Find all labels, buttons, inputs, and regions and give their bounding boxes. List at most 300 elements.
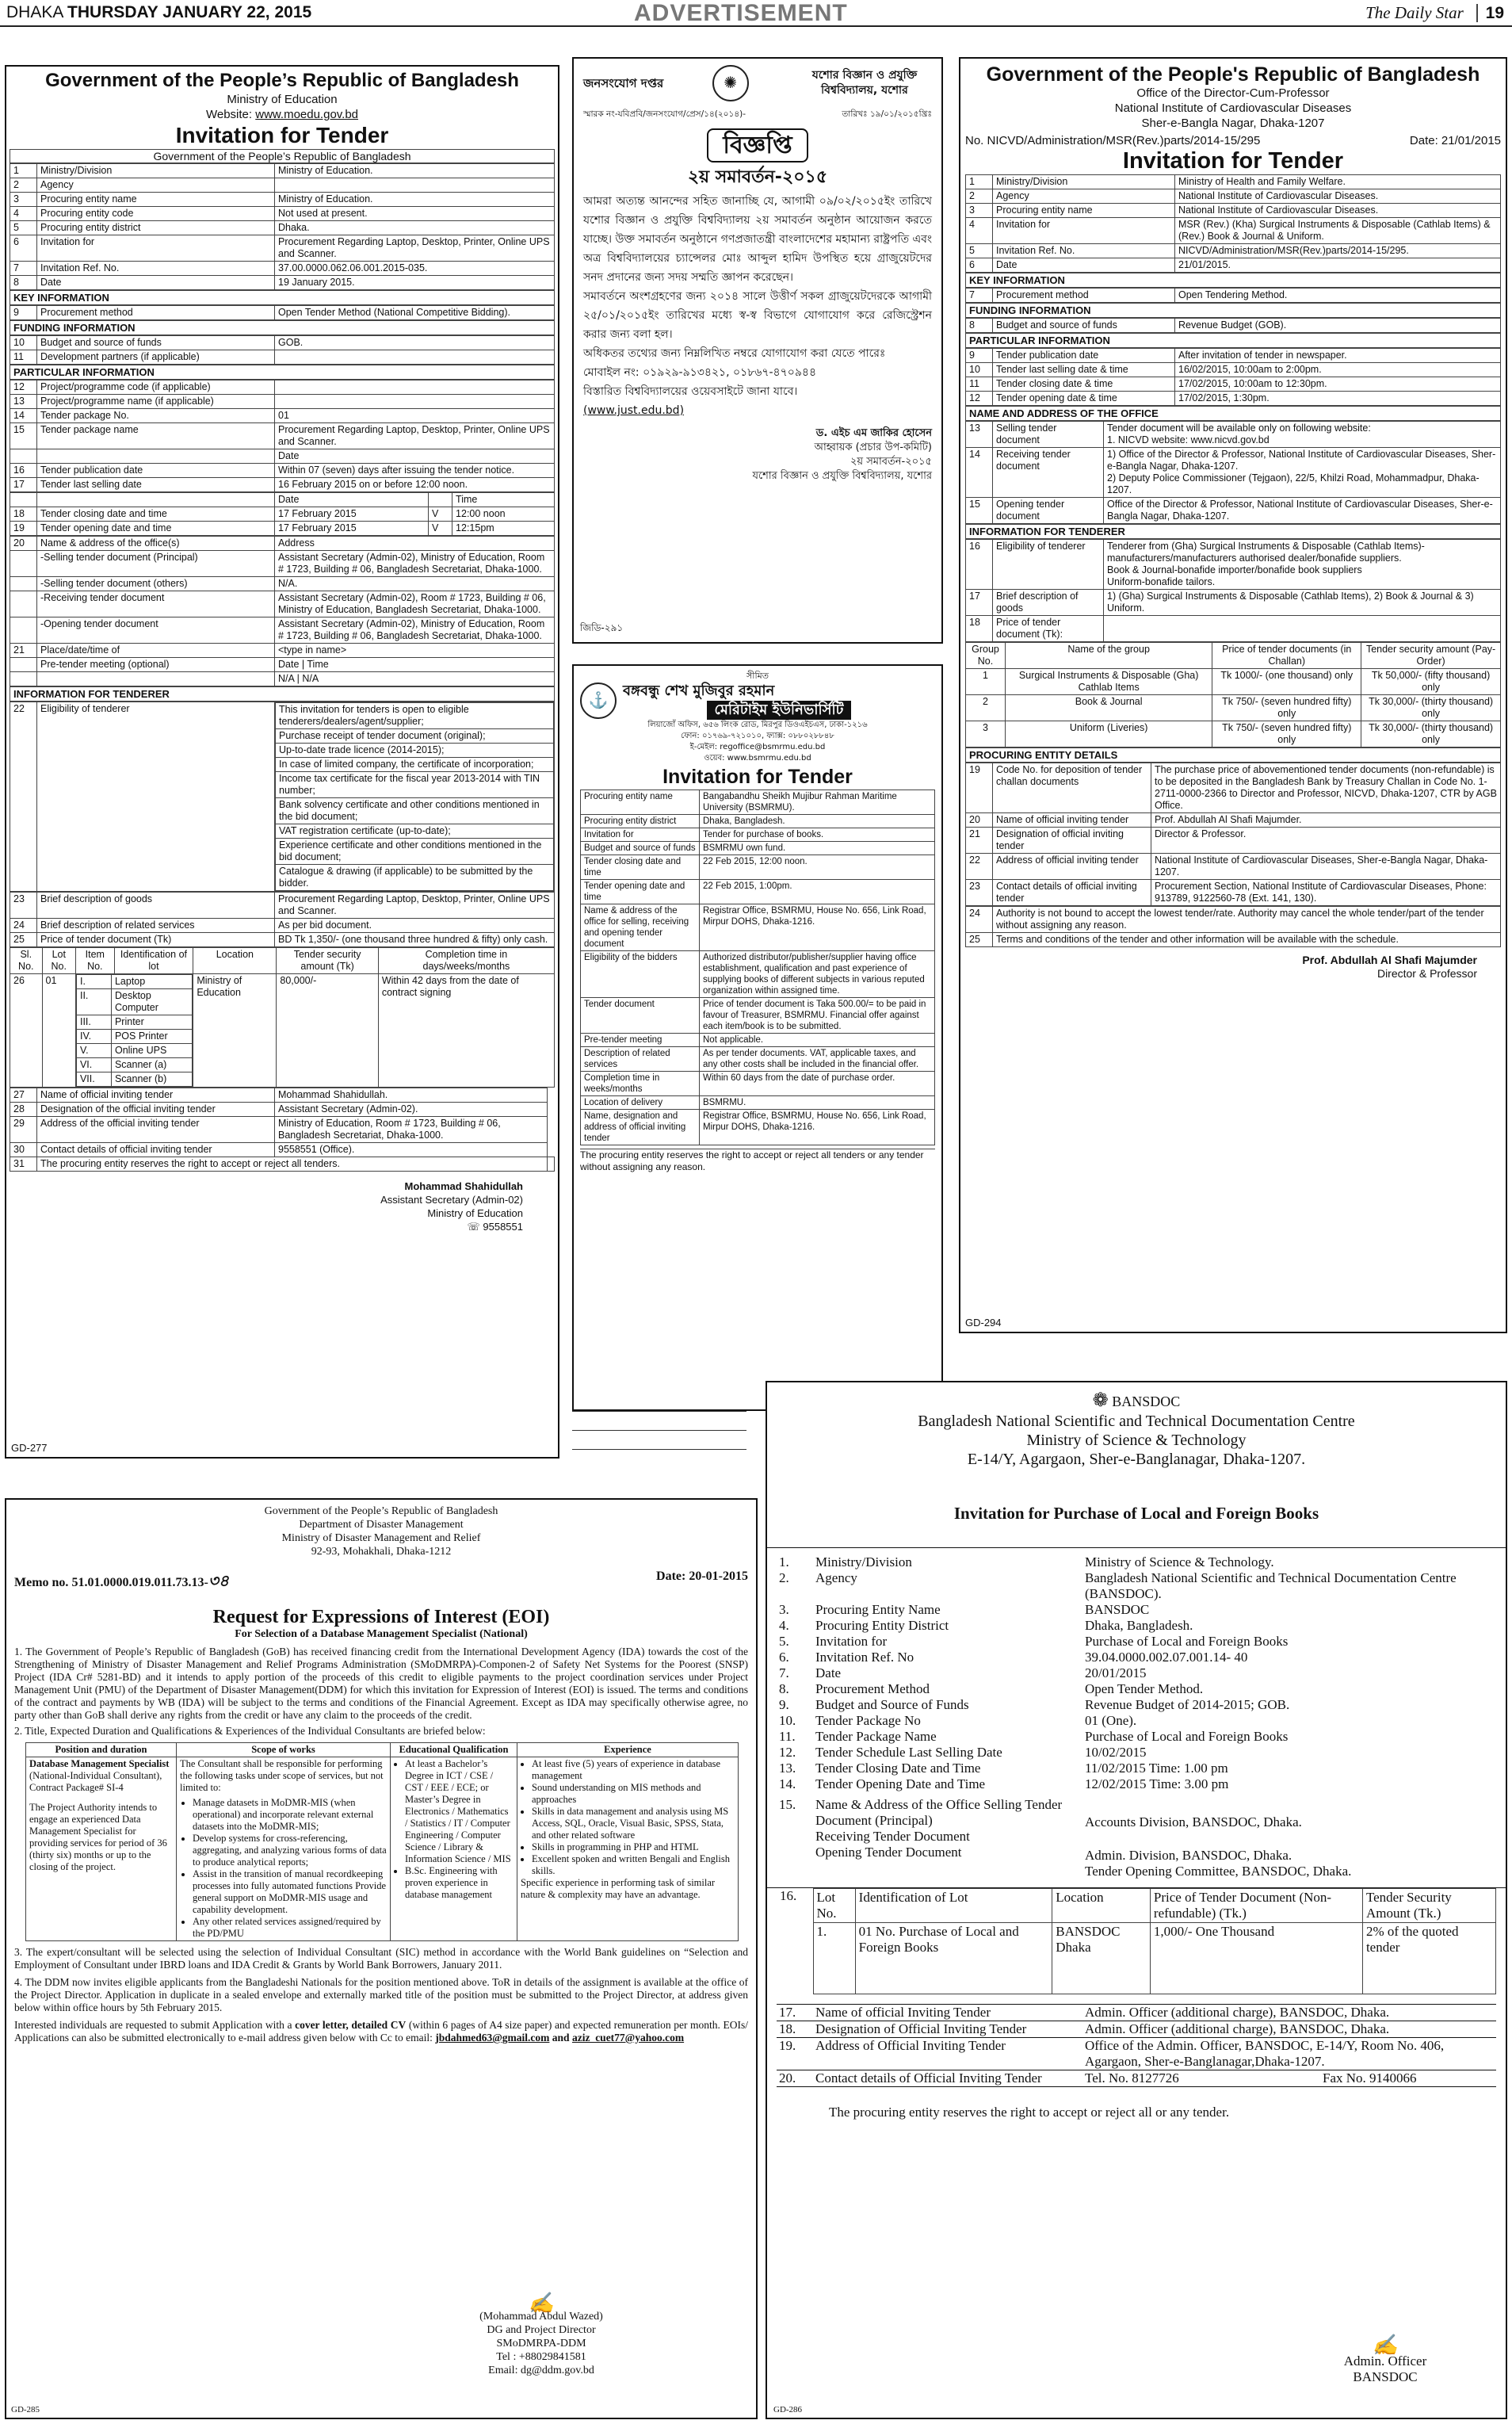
table-row: 24 Authority is not bound to accept the lowest tender/rate. Authority may cancel the whole tender/part of the tender without assigning any reason. bbox=[966, 907, 1501, 933]
table-row bbox=[581, 1034, 935, 1047]
table-cell: 3 bbox=[966, 721, 1006, 747]
table-row bbox=[966, 289, 1501, 303]
table-cell: NICVD/Administration/MSR(Rev.)parts/2014-15/295. bbox=[1175, 244, 1501, 258]
eoi-email-2[interactable]: aziz_cuet77@yahoo.com bbox=[571, 2032, 685, 2044]
column-header: Item No. bbox=[75, 948, 114, 974]
list-item: • Any other related services assigned/required by the PD/PMU bbox=[193, 1916, 387, 1940]
table-cell: Tender document will be available only on following website: 1. NICVD website: www.nicvd.gov.bd bbox=[1104, 422, 1501, 448]
table-cell: Office of the Admin. Officer, BANSDOC, E-14/Y, Room No. 406, Agargaon, Sher-e-Banglanagar,Dhaka-1207. bbox=[1082, 2038, 1496, 2070]
nicvd-table-3 bbox=[965, 318, 1501, 333]
just-code: জিডি-২৯১ bbox=[580, 622, 624, 633]
nicvd-table-7 bbox=[965, 763, 1501, 906]
table-cell: 9 bbox=[966, 349, 993, 363]
table-cell: Procurement Regarding Laptop, Desktop, Printer, Online UPS and Scanner. bbox=[275, 893, 555, 919]
column-header: Tender Security Amount (Tk.) bbox=[1362, 1889, 1495, 1923]
table-cell: 1. bbox=[813, 1923, 855, 1994]
eligibility-item: Experience certificate and other conditions mentioned in the bid document; bbox=[276, 839, 554, 865]
just-sign-role: আহ্বায়ক (প্রচার উপ-কমিটি) bbox=[814, 442, 932, 453]
table-cell: 7 bbox=[10, 262, 37, 276]
moedu-code: GD-277 bbox=[11, 1442, 48, 1454]
table-cell: Revenue Budget (GOB). bbox=[1175, 319, 1501, 333]
field-value: Not applicable. bbox=[700, 1034, 935, 1047]
table-cell bbox=[548, 1157, 555, 1172]
table-row bbox=[581, 1047, 935, 1072]
table-row bbox=[966, 880, 1501, 906]
table-cell: Tender publication date bbox=[37, 464, 275, 478]
table-row bbox=[777, 1554, 1496, 1570]
table-cell: Assistant Secretary (Admin-02), Ministry of Education, Room # 1723, Building # 06, Bangladesh Secretariat, Dhaka-1000. bbox=[275, 551, 555, 577]
eoi-gov: Government of the People’s Republic of Bangladesh bbox=[264, 1505, 498, 1517]
moedu-subhead: Government of the People’s Republic of Bangladesh bbox=[10, 149, 555, 163]
table-cell: Invitation Ref. No. bbox=[37, 262, 275, 276]
nicvd-row-25: Terms and conditions of the tender and other information will be available with the schedule. bbox=[993, 933, 1501, 947]
field-value: Bangabandhu Sheikh Mujibur Rahman Maritime University (BSMRMU). bbox=[700, 790, 935, 815]
table-cell: 4 bbox=[10, 207, 37, 221]
table-cell: 12:15pm bbox=[452, 522, 555, 536]
masthead-section: ADVERTISEMENT bbox=[634, 0, 848, 26]
bansdoc-signature bbox=[1314, 2334, 1457, 2385]
table-cell: Admin. Officer (additional charge), BANSDOC, Dhaka. bbox=[1082, 2005, 1496, 2021]
bsmrmu-email[interactable]: ই-মেইল: regoffice@bsmrmu.edu.bd bbox=[689, 743, 826, 751]
bansdoc-notice bbox=[766, 1381, 1507, 2419]
table-row bbox=[10, 1103, 555, 1117]
table-cell: 1) (Gha) Surgical Instruments & Disposable (Cathlab Items), 2) Book & Journal & 3) Uniform. bbox=[1104, 590, 1501, 616]
bsmrmu-name-1: বঙ্গবন্ধু শেখ মুজিবুর রহমান bbox=[623, 682, 775, 699]
bansdoc-row-15 bbox=[777, 1797, 1496, 1879]
table-cell: 8 bbox=[966, 319, 993, 333]
moedu-table-1 bbox=[10, 163, 555, 290]
nicvd-table-5 bbox=[965, 421, 1501, 524]
table-row bbox=[10, 336, 555, 350]
bansdoc-row15-key: Name & Address of the Office Selling Tender Document (Principal) bbox=[815, 1797, 1063, 1828]
item-name: POS Printer bbox=[111, 1030, 192, 1044]
table-cell: Tender closing date and time bbox=[37, 507, 275, 522]
field-value: Dhaka, Bangladesh. bbox=[700, 815, 935, 828]
table-cell: The purchase price of abovementioned tender documents (non-refundable) is to be deposited in the Bangladesh Bank by Treasury Challan in Code No. 1-2711-0000-2366 to Director and Professor, NICVD, Dhaka-1207, CTR by AGB Office. bbox=[1151, 763, 1501, 813]
table-cell: 20/01/2015 bbox=[1085, 1665, 1147, 1680]
field-value: Price of tender document is Taka 500.00/= to be paid in favour of Treasurer, BSMRMU. Financial offer against each item/book is to be submitted. bbox=[700, 998, 935, 1034]
masthead bbox=[0, 0, 1512, 27]
column-header: Scope of works bbox=[177, 1743, 391, 1757]
bsmrmu-name-2: মেরিটাইম ইউনিভার্সিটি bbox=[707, 701, 852, 720]
table-row bbox=[10, 919, 555, 933]
table-cell: Ministry of Health and Family Welfare. bbox=[1175, 175, 1501, 189]
eligibility-item: Up-to-date trade licence (2014-2015); bbox=[276, 744, 554, 758]
table-cell: -Selling tender document (Principal) bbox=[37, 551, 275, 577]
table-cell: Ministry of Education. bbox=[275, 193, 555, 207]
table-row bbox=[10, 464, 555, 478]
moedu-elig-table bbox=[10, 702, 555, 892]
table-row bbox=[777, 1681, 1496, 1697]
table-row bbox=[276, 839, 554, 865]
list-item: • Skills in programming in PHP and HTML bbox=[532, 1841, 735, 1853]
just-sign-event: ২য় সমাবর্তন-২০১৫ bbox=[850, 456, 932, 468]
nicvd-signature bbox=[965, 954, 1501, 981]
table-cell: Tender Package Name bbox=[815, 1729, 937, 1744]
field-value: BSMRMU own fund. bbox=[700, 842, 935, 855]
nicvd-sec-proc: PROCURING ENTITY DETAILS bbox=[965, 747, 1501, 763]
table-cell: -Receiving tender document bbox=[37, 591, 275, 617]
table-row bbox=[777, 1650, 1496, 1665]
table-cell bbox=[1104, 616, 1501, 642]
bansdoc-table-1 bbox=[777, 1554, 1496, 1792]
bansdoc-note: The procuring entity reserves the right to accept or reject all or any tender. bbox=[829, 2105, 1230, 2120]
nicvd-gov: Government of the People's Republic of Bangladesh bbox=[986, 63, 1480, 86]
table-cell: 12/02/2015 Time: 3.00 pm bbox=[1085, 1776, 1229, 1791]
column-header: Completion time in days/weeks/months bbox=[378, 948, 554, 974]
table-cell bbox=[10, 617, 37, 644]
table-cell: Place/date/time of bbox=[37, 644, 275, 658]
nicvd-header bbox=[965, 63, 1501, 131]
masthead-dateline bbox=[6, 3, 311, 22]
item-name: Laptop bbox=[111, 975, 192, 989]
table-cell: Tender publication date bbox=[993, 349, 1175, 363]
moedu-table-6 bbox=[10, 536, 555, 686]
item-no: VII. bbox=[76, 1072, 111, 1087]
table-row bbox=[10, 672, 555, 686]
table-row bbox=[966, 204, 1501, 218]
table-cell: 1 bbox=[10, 164, 37, 178]
table-row bbox=[10, 221, 555, 235]
table-cell: 6. bbox=[779, 1650, 789, 1665]
table-row bbox=[581, 828, 935, 842]
bsmrmu-header bbox=[580, 682, 935, 720]
moedu-website-line bbox=[10, 107, 555, 122]
table-row bbox=[10, 1157, 555, 1172]
table-cell: 19 bbox=[10, 522, 37, 536]
moedu-time-head: Time bbox=[452, 493, 555, 507]
table-cell: 18 bbox=[966, 616, 993, 642]
field-label: Budget and source of funds bbox=[581, 842, 700, 855]
eoi-sign-org: SMoDMRPA-DDM bbox=[496, 2338, 586, 2349]
table-row bbox=[581, 880, 935, 904]
table-cell: Procurement Section, National Institute of Cardiovascular Diseases, Phone: 913789, 9122560-78 (Ext. 141, 130). bbox=[1151, 880, 1501, 906]
eligibility-item: Bank solvency certificate and other conditions mentioned in the bid document; bbox=[276, 798, 554, 824]
table-cell: 11 bbox=[966, 377, 993, 392]
bansdoc-row-20 bbox=[777, 2070, 1496, 2087]
table-cell: 12 bbox=[10, 380, 37, 395]
table-row bbox=[966, 590, 1501, 616]
table-cell: As per bid document. bbox=[275, 919, 555, 933]
table-row bbox=[10, 658, 555, 672]
eoi-scope-list bbox=[180, 1797, 387, 1940]
table-cell: 13 bbox=[10, 395, 37, 409]
table-cell: Ministry of Education. bbox=[275, 164, 555, 178]
table-row bbox=[10, 522, 555, 536]
column-header: Price of Tender Document (Non-refundable) (Tk.) bbox=[1150, 1889, 1362, 1923]
table-cell: V bbox=[429, 522, 452, 536]
field-value: Tender for purchase of books. bbox=[700, 828, 935, 842]
bansdoc-code: GD-286 bbox=[773, 2405, 803, 2414]
table-cell: 8. bbox=[779, 1681, 789, 1696]
table-row bbox=[276, 865, 554, 891]
column-header: Name of the group bbox=[1006, 643, 1212, 669]
table-cell: 7. bbox=[779, 1665, 789, 1680]
list-item: • At least a Bachelor’s Degree in ICT / CSE / CST / EEE / ECE; or Master’s Degree in Electronics / Mathematics / Statistics / IT / Computer Engineering / Computer Science / Library & Information Science / MIS bbox=[405, 1758, 514, 1865]
bsmrmu-tender-notice bbox=[572, 664, 943, 1411]
eligibility-item: Purchase receipt of tender document (original); bbox=[276, 729, 554, 744]
nicvd-sign-desig: Director & Professor bbox=[1376, 967, 1477, 980]
moedu-table-8 bbox=[10, 1088, 555, 1172]
table-cell: Name of official Inviting Tender bbox=[813, 2005, 1082, 2021]
bansdoc-sign-scribble-icon: ✍ bbox=[1372, 2334, 1399, 2357]
table-row bbox=[581, 842, 935, 855]
table-cell: Invitation Ref. No. bbox=[993, 244, 1175, 258]
nicvd-table-6 bbox=[965, 539, 1501, 642]
table-row: 22 Eligibility of tenderer This invitation for tenders is open to eligible tenderers/dealers/agent/supplier; Purchase receipt of tender document (original); Up-to-date trade licence (2014-2015); In case of limited company, the certificate of incorporation; Income tax certificate for the fiscal year 2013-2014 with TIN number; Bank solvency certificate and other conditions mentioned in the bid document; VAT registration certificate (up-to-date); Experience certificate and other conditions mentioned in the bid document; Catalogue & drawing (if applicable) to be submitted by the bidder. bbox=[10, 702, 555, 892]
field-value: Within 60 days from the date of purchase order. bbox=[700, 1072, 935, 1096]
table-cell: 14 bbox=[10, 409, 37, 423]
table-cell: Address of Official Inviting Tender bbox=[813, 2038, 1082, 2070]
table-cell: Name & address of the office(s) bbox=[37, 537, 275, 551]
table-cell: Director & Professor. bbox=[1151, 828, 1501, 854]
table-row bbox=[966, 813, 1501, 828]
table-cell: Bangladesh National Scientific and Technical Documentation Centre (BANSDOC). bbox=[1085, 1570, 1457, 1601]
table-cell: 2. bbox=[779, 1570, 789, 1585]
table-row bbox=[581, 855, 935, 880]
bsmrmu-web[interactable]: ওয়েব: www.bsmrmu.edu.bd bbox=[704, 754, 811, 763]
table-cell bbox=[275, 395, 555, 409]
table-cell: Procurement Method bbox=[815, 1681, 930, 1696]
table-cell: 25 bbox=[10, 933, 37, 947]
table-cell: Ministry/Division bbox=[815, 1554, 912, 1569]
moedu-sign-desig: Assistant Secretary (Admin-02) bbox=[380, 1194, 523, 1206]
field-value: Authorized distributor/publisher/supplier having office establishment, qualification and past experience of supplying books of different subjects in various reputed organization within assigned time. bbox=[700, 951, 935, 998]
table-cell: Procurement method bbox=[37, 306, 275, 320]
moedu-ministry: Ministry of Education bbox=[227, 93, 338, 106]
table-cell: 11 bbox=[10, 350, 37, 365]
table-row bbox=[966, 854, 1501, 880]
column-header: Identification of lot bbox=[114, 948, 193, 974]
table-cell: 20 bbox=[10, 537, 37, 551]
table-cell bbox=[37, 449, 275, 464]
table-cell: Procuring entity name bbox=[993, 204, 1175, 218]
eoi-edu-list bbox=[394, 1758, 514, 1901]
table-row bbox=[76, 1015, 192, 1030]
field-label: Procuring entity district bbox=[581, 815, 700, 828]
eoi-para-5: Interested individuals are requested to submit Application with a cover letter, detailed CV (within 6 pages of A4 size paper) and expected remuneration per month. EOIs/ Applications can also be submitted electronically to e-mail address given below with Cc to email: jbdahmed63@gmail.com and aziz_cuet77@yahoo.com bbox=[14, 2019, 749, 2044]
eoi-para-3: 3. The expert/consultant will be selected using the selection of Individual Consultant (SIC) method in accordance with the World Bank guidelines on “Selection and Employment of Consultant under IBRD loans and IDA Credit & Grants by World Bank Borrowers, January 2011. bbox=[14, 1946, 748, 1971]
bansdoc-logo: BANSDOC bbox=[1112, 1394, 1181, 1409]
table-row: 20. Contact details of Official Inviting Tender Tel. No. 8127726 Fax No. 9140066 bbox=[777, 2070, 1496, 2087]
table-cell: Tender Package No bbox=[815, 1713, 921, 1728]
table-row bbox=[777, 1761, 1496, 1776]
table-cell: N/A | N/A bbox=[275, 672, 555, 686]
nicvd-office: Office of the Director-Cum-Professor bbox=[1136, 86, 1330, 100]
table-cell: <type in name> bbox=[275, 644, 555, 658]
table-cell: 21 bbox=[10, 644, 37, 658]
table-cell: 17 bbox=[966, 590, 993, 616]
column-header: Price of tender documents (in Challan) bbox=[1212, 643, 1361, 669]
masthead-page: 19 bbox=[1476, 4, 1504, 22]
table-cell: Tk 30,000/- (thirty thousand) only bbox=[1361, 721, 1501, 747]
table-cell: 16 bbox=[966, 540, 993, 590]
list-item: • Skills in data management and analysis using MS Access, SQL, Oracle, Visual Basic, SPSS, Stata, and other related software bbox=[532, 1806, 735, 1841]
masthead-city: DHAKA bbox=[6, 3, 63, 21]
table-cell: Procurement Regarding Laptop, Desktop, Printer, Online UPS and Scanner. bbox=[275, 423, 555, 449]
just-para-1: আমরা অত্যন্ত আনন্দের সহিত জানাচ্ছি যে, আগামী ০৯/০২/২০১৫ইং তারিখে যশোর বিজ্ঞান ও প্রযুক্তি বিশ্ববিদ্যালয় ২য় সমাবর্তন অনুষ্ঠান আয়োজন করতে যাচ্ছে। উক্ত সমাবর্তন অনুষ্ঠানে গণপ্রজাতন্ত্রী বাংলাদেশের মহামান্য রাষ্ট্রপতি এবং অত্র বিশ্ববিদ্যালয়ের চ্যান্সেলর মোঃ আব্দুল হামিদ উপস্থিত হয়ে গ্রাজুয়েটদের সনদ প্রদানের জন্য সদয় সম্মতি জ্ঞাপন করেছেন। bbox=[583, 195, 932, 284]
table-row bbox=[777, 1618, 1496, 1634]
table-cell: Procuring Entity Name bbox=[815, 1602, 941, 1617]
column-header: Sl. No. bbox=[10, 948, 43, 974]
table-cell: 2 bbox=[966, 189, 993, 204]
nicvd-sec-office: NAME AND ADDRESS OF THE OFFICE bbox=[965, 406, 1501, 421]
field-value: Registrar Office, BSMRMU, House No. 656, Link Road, Mirpur DOHS, Dhaka-1216. bbox=[700, 1110, 935, 1145]
list-item: • At least five (5) years of experience in database management bbox=[532, 1758, 735, 1782]
bansdoc-row20-tel: Tel. No. 8127726 bbox=[1085, 2070, 1179, 2086]
just-memo: স্মারক নং-যবিপ্রবি/জনসংযোগ/প্রেস/১৪(২০১৪)- bbox=[583, 109, 746, 119]
table-header-row bbox=[10, 948, 555, 974]
table-cell: V bbox=[429, 507, 452, 522]
eoi-memo: 51.01.0000.019.011.73.13- bbox=[71, 1576, 208, 1589]
table-cell: Ministry/Division bbox=[993, 175, 1175, 189]
eoi-sign-scribble-icon: ✍ bbox=[528, 2292, 555, 2315]
table-cell: Ministry of Education, Room # 1723, Building # 06, Bangladesh Secretariat, Dhaka-1000. bbox=[275, 1117, 548, 1143]
moedu-gov: Government of the People’s Republic of Bangladesh bbox=[45, 70, 519, 91]
table-row bbox=[777, 1634, 1496, 1650]
eoi-para-1: 1. The Government of People’s Republic of Bangladesh (GoB) has received financing credit from the International Development Agency (IDA) towards the cost of the Strengthening of Ministry of Disaster Management and Relief Programs Administration (SMoDMRPA)-Componen-2 of Safety Net Systems for the Poorest (SNSP) Project (IDA Cr# 5281-BD) and it intends to apply portion of the proceeds of this credit to eligible payments to the project coordination services under Project Management Unit (PMU) of the Department of Disaster Management(DDM) for which this invitation for Expression of Interest (EOI) is issued. The terms and conditions of the contract and payments by WB (IDA) will be subject to the terms and conditions of the Financial Agreement. Except as IDA may specifically otherwise agree, no party other than GoB shall derive any rights from the credit or have any claim to the proceeds of the credit. bbox=[14, 1646, 748, 1721]
table-row bbox=[777, 1923, 1496, 1994]
table-cell: 8 bbox=[10, 276, 37, 290]
table-cell: 10. bbox=[779, 1713, 796, 1728]
just-title: বিজ্ঞপ্তি bbox=[707, 128, 808, 162]
table-cell: 7 bbox=[966, 289, 993, 303]
moedu-lot-security: 80,000/- bbox=[277, 974, 378, 1088]
table-cell bbox=[275, 380, 555, 395]
bansdoc-header bbox=[777, 1389, 1496, 1469]
nicvd-group-table bbox=[965, 642, 1501, 747]
table-cell: Tk 30,000/- (thirty thousand) only bbox=[1361, 695, 1501, 721]
table-row bbox=[10, 974, 555, 1088]
table-cell: 29 bbox=[10, 1117, 37, 1143]
table-row bbox=[10, 1088, 555, 1103]
field-label: Eligibility of the bidders bbox=[581, 951, 700, 998]
table-cell: 15 bbox=[10, 423, 37, 449]
item-no: VI. bbox=[76, 1058, 111, 1072]
table-cell: 9 bbox=[10, 306, 37, 320]
moedu-sign-org: Ministry of Education bbox=[427, 1207, 523, 1219]
table-row bbox=[76, 1058, 192, 1072]
moedu-table-3 bbox=[10, 335, 555, 365]
table-cell: MSR (Rev.) (Kha) Surgical Instruments & Disposable (Cathlab Items) & (Rev.) Book & Journal & Uniform. bbox=[1175, 218, 1501, 244]
table-cell: 12 bbox=[966, 392, 993, 406]
table-cell: 28 bbox=[10, 1103, 37, 1117]
item-name: Scanner (b) bbox=[111, 1072, 192, 1087]
table-cell: 2 bbox=[966, 695, 1006, 721]
table-cell: N/A. bbox=[275, 577, 555, 591]
table-cell: 10 bbox=[966, 363, 993, 377]
table-cell: Tk 750/- (seven hundred fifty) only bbox=[1212, 695, 1361, 721]
table-row bbox=[966, 721, 1501, 747]
table-cell: Prof. Abdullah Al Shafi Majumder. bbox=[1151, 813, 1501, 828]
table-cell: BANSDOC Dhaka bbox=[1052, 1923, 1151, 1994]
table-row bbox=[966, 349, 1501, 363]
table-cell: Eligibility of tenderer bbox=[993, 540, 1104, 590]
moedu-sign-phone: ☏ 9558551 bbox=[467, 1221, 523, 1233]
eoi-title: Request for Expressions of Interest (EOI) bbox=[212, 1607, 550, 1627]
table-cell: 01 bbox=[275, 409, 555, 423]
table-row bbox=[581, 1110, 935, 1145]
table-row bbox=[581, 815, 935, 828]
field-label: Procuring entity name bbox=[581, 790, 700, 815]
table-cell: Address of official inviting tender bbox=[993, 854, 1151, 880]
just-para-3: অধিকতর তথ্যের জন্য নিম্নলিখিত নম্বরে যোগাযোগ করা যেতে পারেঃ bbox=[583, 347, 886, 360]
table-cell: Procurement Regarding Laptop, Desktop, Printer, Online UPS and Scanner. bbox=[275, 235, 555, 262]
table-row bbox=[966, 828, 1501, 854]
table-cell bbox=[10, 672, 37, 686]
moedu-signature bbox=[10, 1180, 555, 1233]
table-cell: 18 bbox=[10, 507, 37, 522]
nicvd-ref: No. NICVD/Administration/MSR(Rev.)parts/2014-15/295 bbox=[965, 134, 1261, 147]
field-value: BSMRMU. bbox=[700, 1096, 935, 1110]
table-row bbox=[10, 207, 555, 221]
nicvd-sec-tenderer: INFORMATION FOR TENDERER bbox=[965, 524, 1501, 539]
table-row: 25 Terms and conditions of the tender and other information will be available with the schedule. bbox=[966, 933, 1501, 947]
eoi-sign-tel: Tel : +88029841581 bbox=[496, 2351, 586, 2363]
just-left-head: জনসংযোগ দপ্তর bbox=[583, 76, 664, 90]
nicvd-sign-name: Prof. Abdullah Al Shafi Majumder bbox=[1302, 954, 1477, 966]
moedu-website-label: Website: bbox=[205, 108, 253, 121]
nicvd-table-2 bbox=[965, 288, 1501, 303]
eoi-addr: 92-93, Mohakhali, Dhaka-1212 bbox=[311, 1546, 452, 1558]
eligibility-item: VAT registration certificate (up-to-date); bbox=[276, 824, 554, 839]
field-label: Location of delivery bbox=[581, 1096, 700, 1110]
eligibility-item: This invitation for tenders is open to eligible tenderers/dealers/agent/supplier; bbox=[276, 703, 554, 729]
table-cell: Budget and source of funds bbox=[993, 319, 1175, 333]
moedu-title: Invitation for Tender bbox=[175, 123, 389, 147]
moedu-website-link[interactable]: www.moedu.gov.bd bbox=[255, 108, 359, 121]
eoi-email-1[interactable]: jbdahmed63@gmail.com bbox=[435, 2032, 550, 2044]
table-row bbox=[276, 744, 554, 758]
table-cell: Purchase of Local and Foreign Books bbox=[1085, 1634, 1289, 1649]
table-cell: 20 bbox=[966, 813, 993, 828]
table-cell: 17/02/2015, 1:30pm. bbox=[1175, 392, 1501, 406]
table-cell: Procuring entity code bbox=[37, 207, 275, 221]
table-cell: 31 bbox=[10, 1157, 37, 1172]
eoi-exp-list bbox=[521, 1758, 735, 1877]
table-cell: 01 No. Purchase of Local and Foreign Books bbox=[855, 1923, 1052, 1994]
table-row bbox=[76, 1030, 192, 1044]
table-row bbox=[276, 703, 554, 729]
table-cell: Date bbox=[993, 258, 1175, 273]
table-cell: National Institute of Cardiovascular Diseases. bbox=[1175, 204, 1501, 218]
table-row: 15. Name & Address of the Office Selling Tender Document (Principal) Receiving Tender Document Opening Tender Document Accounts Division, BANSDOC, Dhaka. Admin. Division, BANSDOC, Dhaka. Tender Opening Committee, BANSDOC, Dhaka. bbox=[777, 1797, 1496, 1879]
nicvd-ref-line bbox=[965, 134, 1501, 147]
just-website-link[interactable]: (www.just.edu.bd) bbox=[583, 404, 685, 417]
table-cell: Designation of official inviting tender bbox=[993, 828, 1151, 854]
table-cell: 11/02/2015 Time: 1.00 pm bbox=[1085, 1761, 1228, 1776]
table-cell: Brief description of goods bbox=[993, 590, 1104, 616]
table-cell: 12:00 noon bbox=[452, 507, 555, 522]
table-cell: Tk 1000/- (one thousand) only bbox=[1212, 669, 1361, 695]
table-row bbox=[966, 422, 1501, 448]
moedu-lot-table bbox=[10, 947, 555, 1088]
column-header: Lot No. bbox=[813, 1889, 855, 1923]
nicvd-table-1 bbox=[965, 174, 1501, 273]
bansdoc-name: Bangladesh National Scientific and Technical Documentation Centre bbox=[918, 1413, 1355, 1430]
moedu-sec-part: PARTICULAR INFORMATION bbox=[10, 365, 555, 380]
table-row bbox=[10, 507, 555, 522]
table-row bbox=[10, 577, 555, 591]
just-logo-icon: ✺ bbox=[712, 65, 749, 101]
eoi-sign-email: Email: dg@ddm.gov.bd bbox=[488, 2365, 594, 2376]
table-row bbox=[10, 380, 555, 395]
moedu-date-table bbox=[10, 492, 555, 536]
table-cell: Price of tender document (Tk): bbox=[993, 616, 1104, 642]
bansdoc-ministry: Ministry of Science & Technology bbox=[1026, 1432, 1247, 1449]
eoi-sign-desig: DG and Project Director bbox=[487, 2324, 596, 2336]
bsmrmu-contact bbox=[580, 720, 935, 764]
